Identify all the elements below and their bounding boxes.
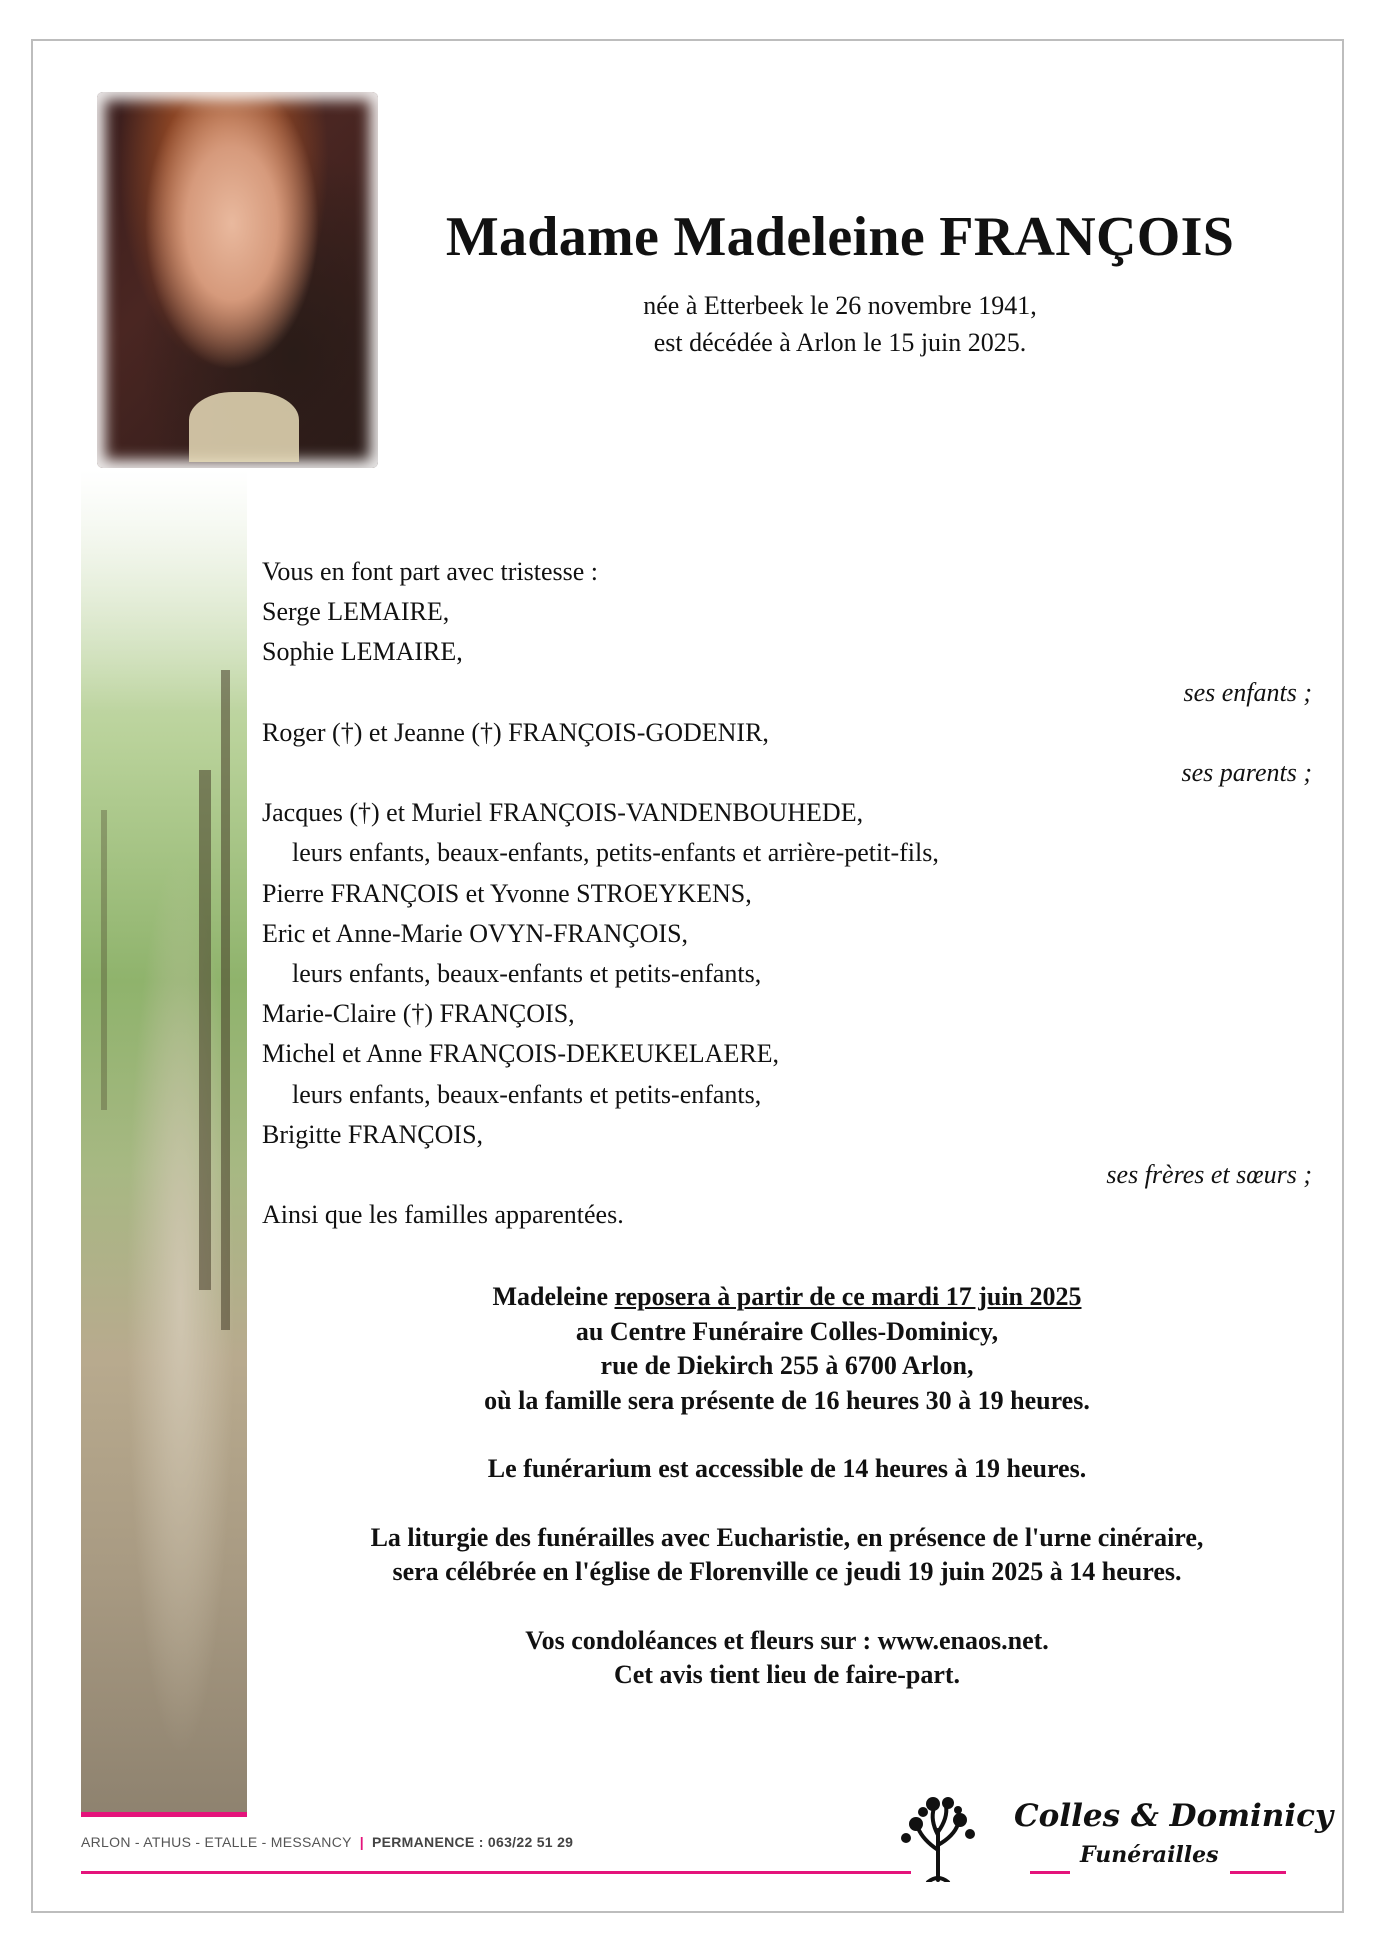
family-line: Pierre FRANÇOIS et Yvonne STROEYKENS, xyxy=(262,878,752,908)
family-line: leurs enfants, beaux-enfants et petits-enfants, xyxy=(292,959,762,989)
forest-path-image xyxy=(81,470,247,1816)
family-line: Marie-Claire (†) FRANÇOIS, xyxy=(262,999,575,1029)
death-line: est décédée à Arlon le 15 juin 2025. xyxy=(653,328,1027,357)
funeral-notice xyxy=(262,1280,1312,1693)
liturgy-line-1: La liturgie des funérailles avec Eucharistie, en présence de l'urne cinéraire, xyxy=(370,1522,1204,1552)
locations-text: ARLON - ATHUS - ETALLE - MESSANCY xyxy=(81,1834,352,1850)
family-line: Ainsi que les familles apparentées. xyxy=(262,1200,624,1230)
forest-accent-bar xyxy=(81,1812,247,1817)
liturgy-line-2: sera célébrée en l'église de Florenville ce jeudi 19 juin 2025 à 14 heures. xyxy=(392,1557,1182,1586)
footer-accent-line xyxy=(81,1871,911,1874)
deceased-name: Madame Madeleine FRANÇOIS xyxy=(445,206,1235,268)
family-role: ses enfants ; xyxy=(1183,677,1312,707)
funeral-home-logo xyxy=(880,1790,1333,1880)
family-role: ses parents ; xyxy=(1181,758,1312,788)
family-line: Sophie LEMAIRE, xyxy=(262,637,463,667)
logo-line-right xyxy=(1230,1871,1286,1874)
repose-date: reposera à partir de ce mardi 17 juin 2025 xyxy=(614,1282,1082,1311)
portrait-photo xyxy=(97,92,378,468)
logo-subtitle: Funérailles xyxy=(1080,1842,1219,1868)
family-line: Eric et Anne-Marie OVYN-FRANÇOIS, xyxy=(262,918,689,948)
birth-line: née à Etterbeek le 26 novembre 1941, xyxy=(643,291,1037,320)
faire-part-line: Cet avis tient lieu de faire-part. xyxy=(613,1660,961,1689)
repose-line xyxy=(262,1280,1312,1315)
presence-hours: où la famille sera présente de 16 heures 30 à 19 heures. xyxy=(484,1385,1090,1415)
family-line: leurs enfants, beaux-enfants et petits-enfants, xyxy=(292,1079,762,1109)
family-line: Roger (†) et Jeanne (†) FRANÇOIS-GODENIR, xyxy=(262,717,769,747)
access-hours: Le funérarium est accessible de 14 heures à 19 heures. xyxy=(487,1454,1087,1483)
family-line: Serge LEMAIRE, xyxy=(262,597,450,627)
family-intro: Vous en font part avec tristesse : xyxy=(262,557,598,586)
family-line: leurs enfants, beaux-enfants, petits-enfants et arrière-petit-fils, xyxy=(292,838,939,868)
condolences-line: Vos condoléances et fleurs sur : www.enaos.net. xyxy=(525,1625,1049,1655)
tree-logo-icon xyxy=(888,1790,988,1882)
footer-separator: | xyxy=(359,1834,364,1850)
family-line: Michel et Anne FRANÇOIS-DEKEUKELAERE, xyxy=(262,1039,780,1069)
repose-prefix: Madeleine xyxy=(492,1282,615,1311)
logo-line-left xyxy=(1030,1871,1070,1874)
funeral-home: au Centre Funéraire Colles-Dominicy, xyxy=(575,1316,999,1346)
family-announcement xyxy=(262,552,1312,1235)
family-role: ses frères et sœurs ; xyxy=(1106,1160,1312,1190)
logo-brand-name: Colles & Dominicy xyxy=(1014,1798,1333,1834)
family-line: Jacques (†) et Muriel FRANÇOIS-VANDENBOUHEDE, xyxy=(262,798,864,828)
permanence-phone: PERMANENCE : 063/22 51 29 xyxy=(372,1834,574,1850)
family-line: Brigitte FRANÇOIS, xyxy=(262,1119,484,1149)
footer-locations xyxy=(81,1834,573,1850)
funeral-address: rue de Diekirch 255 à 6700 Arlon, xyxy=(600,1351,974,1380)
life-dates xyxy=(380,287,1300,361)
